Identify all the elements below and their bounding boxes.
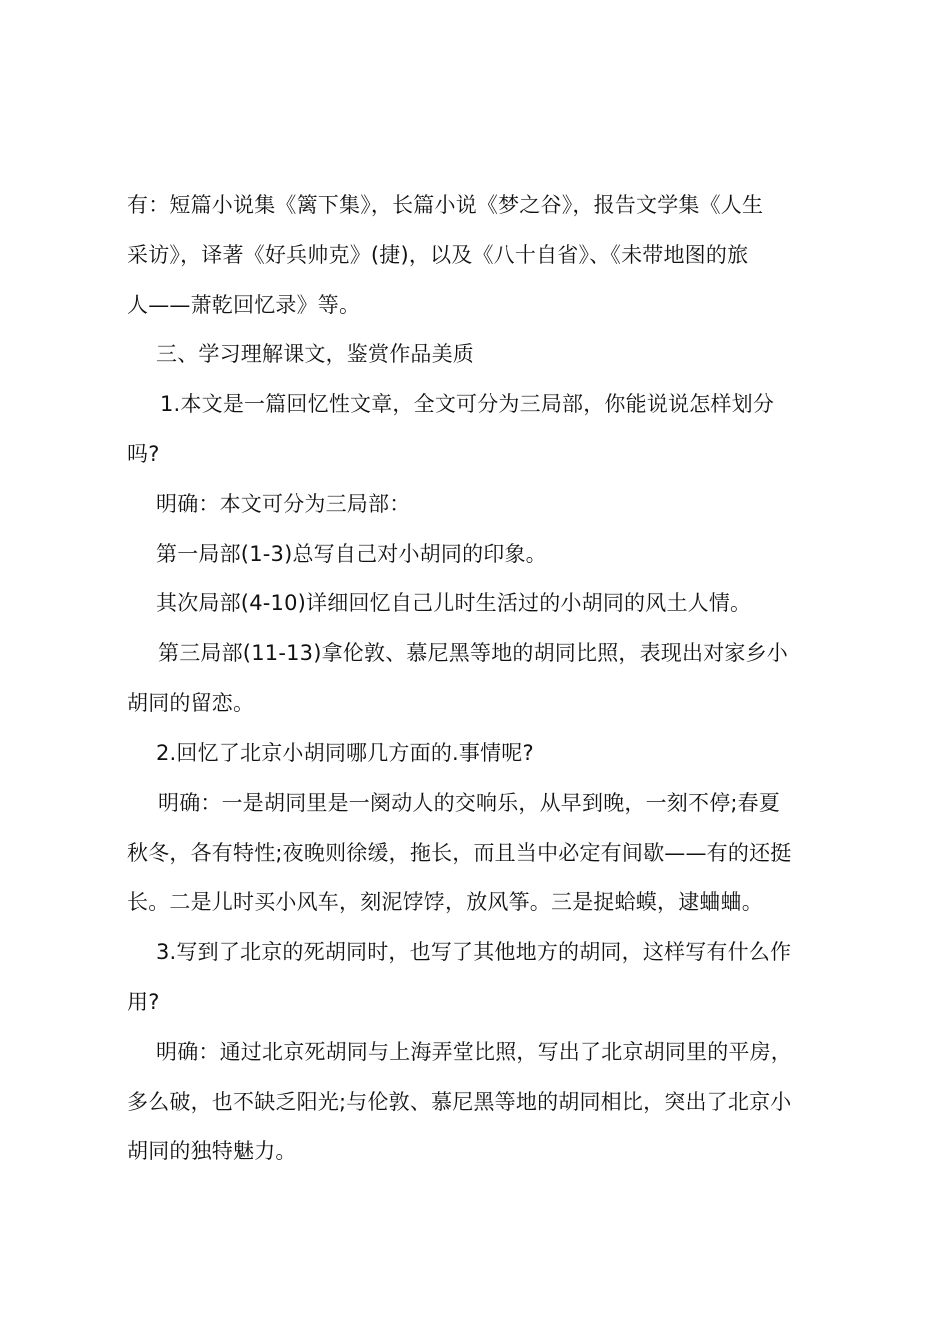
text-line: 有：短篇小说集《篱下集》，长篇小说《梦之谷》，报告文学集《人生 (127, 193, 764, 217)
text-line: 明确：通过北京死胡同与上海弄堂比照，写出了北京胡同里的平房， (156, 1040, 792, 1064)
text-line: 第一局部(1-3)总写自己对小胡同的印象。 (156, 542, 547, 566)
text-line: 3.写到了北京的死胡同时，也写了其他地方的胡同，这样写有什么作 (156, 940, 792, 964)
text-line: 采访》，译著《好兵帅克》(捷)，以及《八十自省》、《未带地图的旅 (127, 243, 749, 267)
text-line: 秋冬，各有特性;夜晚则徐缓，拖长，而且当中必定有间歇——有的还挺 (127, 841, 792, 865)
text-line: 明确：一是胡同里是一阕动人的交响乐，从早到晚，一刻不停;春夏 (158, 791, 781, 815)
text-line: 吗? (127, 442, 160, 466)
text-line: 胡同的独特魅力。 (127, 1139, 297, 1163)
text-line: 长。二是儿时买小风车，刻泥饽饽，放风筝。三是捉蛤蟆，逮蛐蛐。 (127, 890, 763, 914)
text-line: 多么破，也不缺乏阳光;与伦敦、慕尼黑等地的胡同相比，突出了北京小 (127, 1090, 792, 1114)
text-line: 人——萧乾回忆录》等。 (127, 293, 361, 317)
text-line: 明确：本文可分为三局部： (156, 492, 411, 516)
text-line: 2.回忆了北京小胡同哪几方面的.事情呢? (156, 741, 534, 765)
section-heading: 三、学习理解课文，鉴赏作品美质 (156, 342, 474, 366)
text-line: 第三局部(11-13)拿伦敦、慕尼黑等地的胡同比照，表现出对家乡小 (158, 641, 789, 665)
text-line: 用? (127, 990, 160, 1014)
text-line: 胡同的留恋。 (127, 691, 255, 715)
text-line: 其次局部(4-10)详细回忆自己儿时生活过的小胡同的风土人情。 (156, 591, 752, 615)
text-line: 1.本文是一篇回忆性文章，全文可分为三局部，你能说说怎样划分 (160, 392, 775, 416)
